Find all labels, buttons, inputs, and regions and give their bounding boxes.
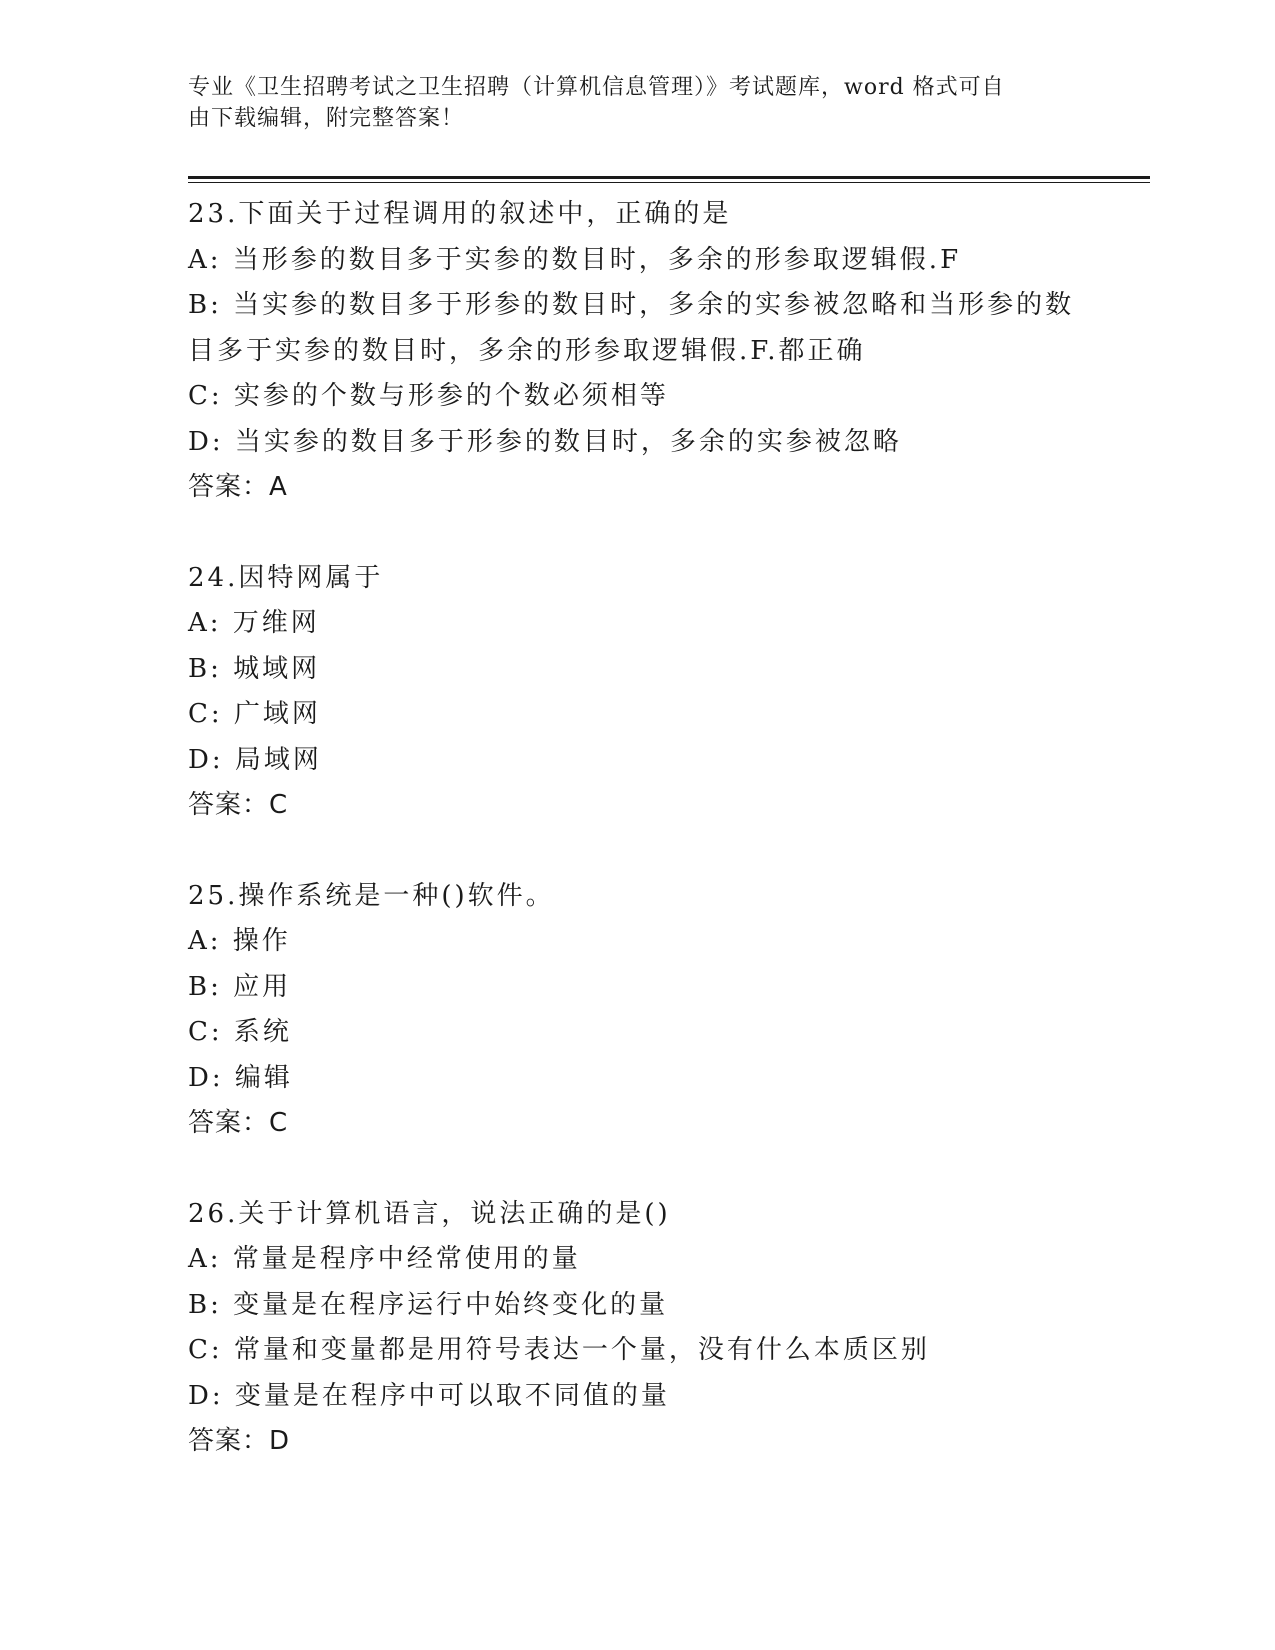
option-a: A: 万维网 xyxy=(188,608,320,638)
option-b: B: 城域网 xyxy=(188,653,321,684)
option-d: D: 编辑 xyxy=(188,1062,293,1093)
option-a: A: 操作 xyxy=(188,926,291,956)
option-c: C: 系统 xyxy=(188,1017,292,1047)
option-b-continued: 目多于实参的数目时，多余的形参取逻辑假.F.都正确 xyxy=(188,335,866,366)
document-header xyxy=(188,72,1068,134)
question-list xyxy=(188,192,1088,1510)
question-stem: 23.下面关于过程调用的叙述中，正确的是 xyxy=(188,199,732,229)
question-stem: 26.关于计算机语言，说法正确的是() xyxy=(188,1198,671,1229)
option-b: B: 变量是在程序运行中始终变化的量 xyxy=(188,1289,669,1320)
question-stem: 25.操作系统是一种()软件。 xyxy=(188,880,555,911)
option-d: D: 局域网 xyxy=(188,744,322,775)
question-26 xyxy=(188,1192,1088,1465)
answer: 答案：A xyxy=(188,472,288,502)
header-divider-thick xyxy=(188,176,1150,179)
option-a: A: 当形参的数目多于实参的数目时，多余的形参取逻辑假.F xyxy=(188,244,962,275)
question-stem: 24.因特网属于 xyxy=(188,562,384,593)
question-24 xyxy=(188,556,1088,829)
option-d: D: 当实参的数目多于形参的数目时，多余的实参被忽略 xyxy=(188,426,902,457)
option-b: B: 当实参的数目多于形参的数目时，多余的实参被忽略和当形参的数 xyxy=(188,290,1075,320)
option-b: B: 应用 xyxy=(188,971,292,1002)
header-line-2: 由下载编辑，附完整答案！ xyxy=(188,106,465,131)
answer: 答案：C xyxy=(188,1108,289,1138)
option-c: C: 实参的个数与形参的个数必须相等 xyxy=(188,381,669,411)
header-line-1: 专业《卫生招聘考试之卫生招聘（计算机信息管理）》考试题库，word 格式可自 xyxy=(188,75,1005,100)
header-divider-thin xyxy=(188,182,1150,183)
option-c: C: 广域网 xyxy=(188,699,321,729)
question-23 xyxy=(188,192,1088,511)
question-25 xyxy=(188,874,1088,1147)
answer: 答案：D xyxy=(188,1426,291,1456)
option-a: A: 常量是程序中经常使用的量 xyxy=(188,1244,581,1274)
answer: 答案：C xyxy=(188,790,289,820)
option-c: C: 常量和变量都是用符号表达一个量，没有什么本质区别 xyxy=(188,1335,930,1365)
option-d: D: 变量是在程序中可以取不同值的量 xyxy=(188,1380,670,1411)
